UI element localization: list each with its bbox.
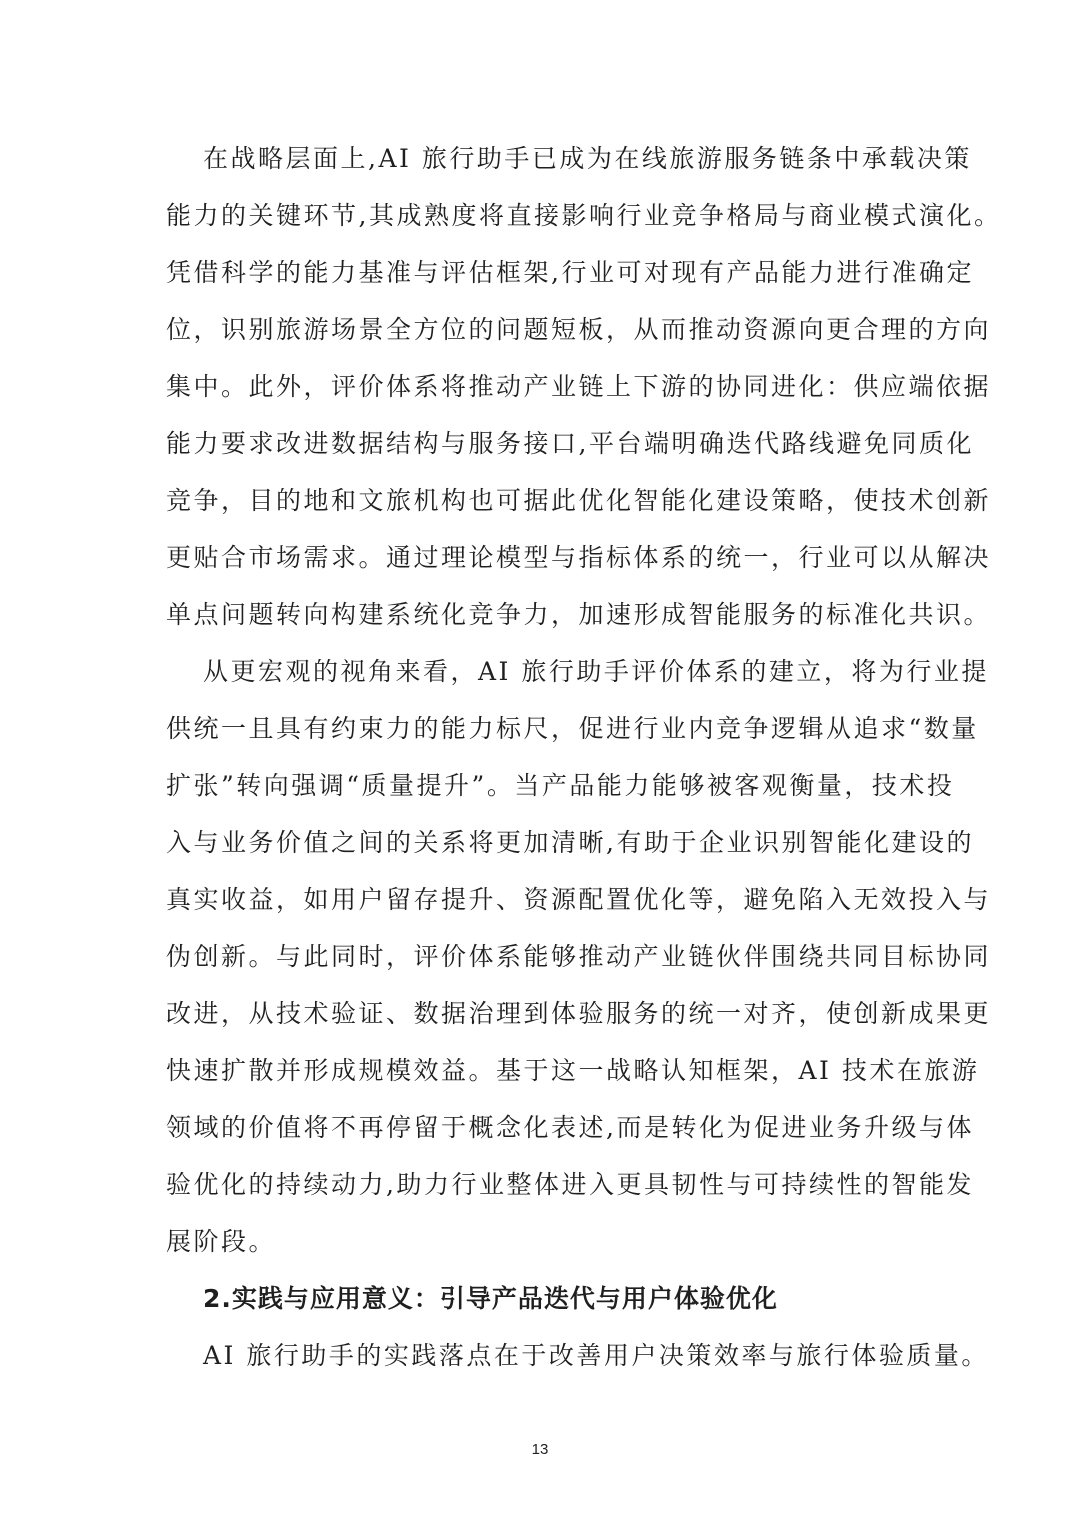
body-text [166, 130, 1002, 1384]
paragraph-1-line: 凭借科学的能力基准与评估框架,行业可对现有产品能力进行准确定 [166, 258, 974, 287]
paragraph-2-line: 展阶段。 [166, 1227, 277, 1256]
paragraph-2-line: 改进，从技术验证、数据治理到体验服务的统一对齐，使创新成果更 [166, 999, 992, 1028]
paragraph-2-line: 供统一且具有约束力的能力标尺，促进行业内竞争逻辑从追求“数量 [166, 714, 979, 743]
paragraph-2-line: 领域的价值将不再停留于概念化表述,而是转化为促进业务升级与体 [166, 1113, 974, 1142]
paragraph-2-line: 从更宏观的视角来看，AI 旅行助手评价体系的建立，将为行业提 [203, 657, 989, 686]
paragraph-2-line: 入与业务价值之间的关系将更加清晰,有助于企业识别智能化建设的 [166, 828, 974, 857]
paragraph-1-line: 位，识别旅游场景全方位的问题短板，从而推动资源向更合理的方向 [166, 315, 992, 344]
paragraph-2-line: 扩张”转向强调“质量提升”。当产品能力能够被客观衡量，技术投 [166, 771, 955, 800]
paragraph-1-line: 集中。此外，评价体系将推动产业链上下游的协同进化：供应端依据 [166, 372, 992, 401]
paragraph-1-line: 更贴合市场需求。通过理论模型与指标体系的统一，行业可以从解决 [166, 543, 992, 572]
paragraph-3-line: AI 旅行助手的实践落点在于改善用户决策效率与旅行体验质量。 [203, 1341, 989, 1370]
section-heading: 2.实践与应用意义：引导产品迭代与用户体验优化 [203, 1284, 778, 1313]
paragraph-2-line: 真实收益，如用户留存提升、资源配置优化等，避免陷入无效投入与 [166, 885, 992, 914]
paragraph-2-line: 验优化的持续动力,助力行业整体进入更具韧性与可持续性的智能发 [166, 1170, 974, 1199]
paragraph-2-line: 伪创新。与此同时，评价体系能够推动产业链伙伴围绕共同目标协同 [166, 942, 992, 971]
paragraph-1-line: 能力要求改进数据结构与服务接口,平台端明确迭代路线避免同质化 [166, 429, 974, 458]
paragraph-1-line: 能力的关键环节,其成熟度将直接影响行业竞争格局与商业模式演化。 [166, 201, 1002, 230]
paragraph-1-line: 单点问题转向构建系统化竞争力，加速形成智能服务的标准化共识。 [166, 600, 992, 629]
paragraph-2-line: 快速扩散并形成规模效益。基于这一战略认知框架，AI 技术在旅游 [166, 1056, 980, 1085]
paragraph-1-line: 在战略层面上,AI 旅行助手已成为在线旅游服务链条中承载决策 [203, 144, 972, 173]
paragraph-1-line: 竞争，目的地和文旅机构也可据此优化智能化建设策略，使技术创新 [166, 486, 992, 515]
page-number: 13 [531, 1441, 549, 1458]
